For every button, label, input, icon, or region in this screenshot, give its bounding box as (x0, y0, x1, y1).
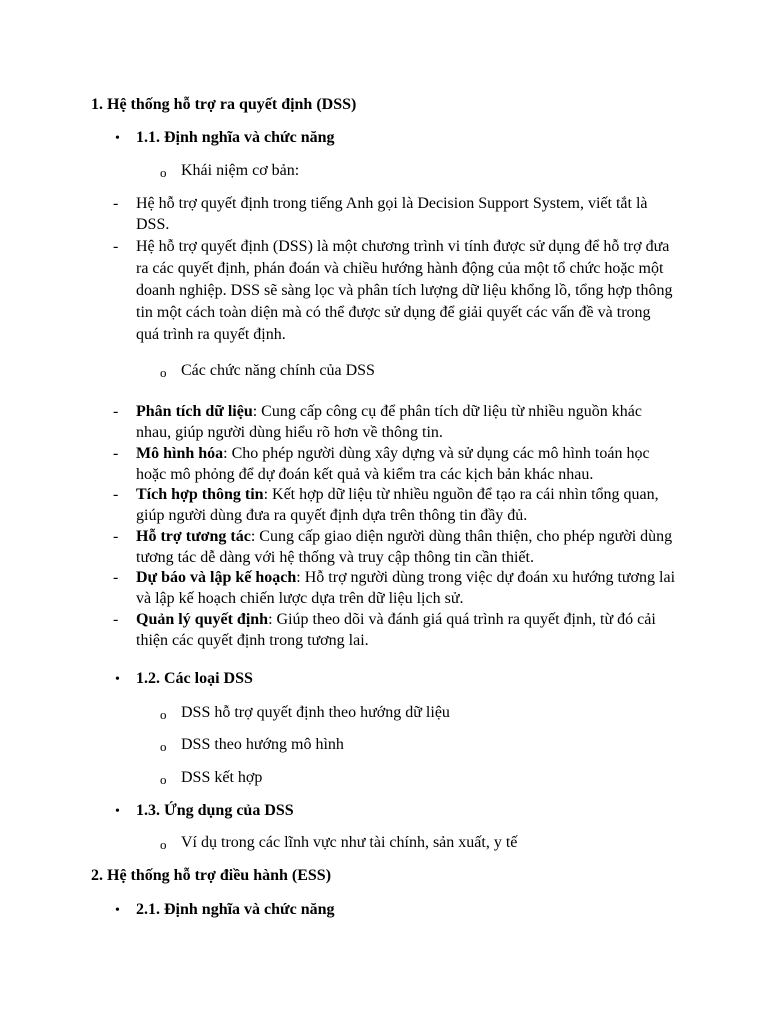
bullet-marker: • (115, 131, 120, 146)
dash-marker: - (113, 528, 119, 545)
function-desc: : Giúp theo dõi và đánh giá quá trình ra quyết định, từ đó cải thiện các quyết định trong tương lai. (136, 611, 656, 649)
function-desc: : Cung cấp giao diện người dùng thân thiện, cho phép người dùng tương tác dễ dàng với hệ thống và truy cập thông tin cần thiết. (136, 528, 673, 566)
dss-type-item: DSS kết hợp (181, 769, 263, 786)
dss-type-item: DSS theo hướng mô hình (181, 736, 344, 753)
section-2-1-title: 2.1. Định nghĩa và chức năng (136, 901, 335, 918)
function-desc: : Kết hợp dữ liệu từ nhiều nguồn để tạo ra cái nhìn tổng quan, giúp người dùng đưa ra quyết định dựa trên thông tin đầy đủ. (136, 486, 659, 524)
function-item (136, 526, 676, 568)
function-term: Tích hợp thông tin (136, 486, 264, 503)
khai-niem-label: Khái niệm cơ bản: (181, 162, 300, 179)
function-desc: : Cung cấp công cụ để phân tích dữ liệu từ nhiều nguồn khác nhau, giúp người dùng hiểu rõ hơn về thông tin. (136, 403, 642, 441)
function-item (136, 567, 676, 609)
bullet-marker: • (115, 804, 120, 819)
circle-marker: o (160, 739, 167, 754)
heading-ess: 2. Hệ thống hỗ trợ điều hành (ESS) (91, 867, 332, 884)
dash-marker: - (113, 195, 119, 212)
section-1-2-title: 1.2. Các loại DSS (136, 670, 253, 687)
bullet-marker: • (115, 672, 120, 687)
function-term: Quản lý quyết định (136, 611, 269, 628)
circle-marker: o (160, 165, 167, 180)
heading-dss: 1. Hệ thống hỗ trợ ra quyết định (DSS) (91, 96, 357, 113)
function-desc: : Cho phép người dùng xây dựng và sử dụng các mô hình toán học hoặc mô phỏng để dự đoán kết quả và kiểm tra các kịch bản khác nhau. (136, 445, 650, 483)
definition-2: Hệ hỗ trợ quyết định (DSS) là một chương trình vi tính được sử dụng để hỗ trợ đưa ra các quyết định, phán đoán và chiều hướng hành động của một tổ chức hoặc một doanh nghiệp. DSS sẽ sàng lọc và phân tích lượng dữ liệu khổng lồ, tổng hợp thông tin một cách toàn diện mà có thể được sử dụng để giải quyết các vấn đề và trong quá trình ra quyết định. (136, 238, 673, 343)
dash-marker: - (113, 445, 119, 462)
function-item (136, 443, 676, 485)
circle-marker: o (160, 707, 167, 722)
dash-marker: - (113, 238, 119, 255)
definition-1: Hệ hỗ trợ quyết định trong tiếng Anh gọi là Decision Support System, viết tắt là DSS. (136, 195, 648, 233)
section-1-1-title: 1.1. Định nghĩa và chức năng (136, 129, 335, 146)
function-item (136, 484, 676, 526)
function-term: Hỗ trợ tương tác (136, 528, 251, 545)
bullet-marker: • (115, 903, 120, 918)
function-item (136, 401, 676, 443)
function-term: Dự báo và lập kế hoạch (136, 569, 297, 586)
application-item: Ví dụ trong các lĩnh vực như tài chính, sản xuất, y tế (181, 834, 518, 851)
circle-marker: o (160, 772, 167, 787)
dash-marker: - (113, 569, 119, 586)
circle-marker: o (160, 837, 167, 852)
dash-marker: - (113, 486, 119, 503)
dss-type-item: DSS hỗ trợ quyết định theo hướng dữ liệu (181, 704, 450, 721)
function-term: Phân tích dữ liệu (136, 403, 253, 420)
functions-label: Các chức năng chính của DSS (181, 362, 375, 379)
function-desc: : Hỗ trợ người dùng trong việc dự đoán xu hướng tương lai và lập kế hoạch chiến lược dựa trên dữ liệu lịch sử. (136, 569, 676, 607)
section-1-3-title: 1.3. Ứng dụng của DSS (136, 802, 294, 819)
function-item (136, 609, 676, 651)
circle-marker: o (160, 365, 167, 380)
dash-marker: - (113, 403, 119, 420)
function-term: Mô hình hóa (136, 445, 224, 462)
dash-marker: - (113, 611, 119, 628)
